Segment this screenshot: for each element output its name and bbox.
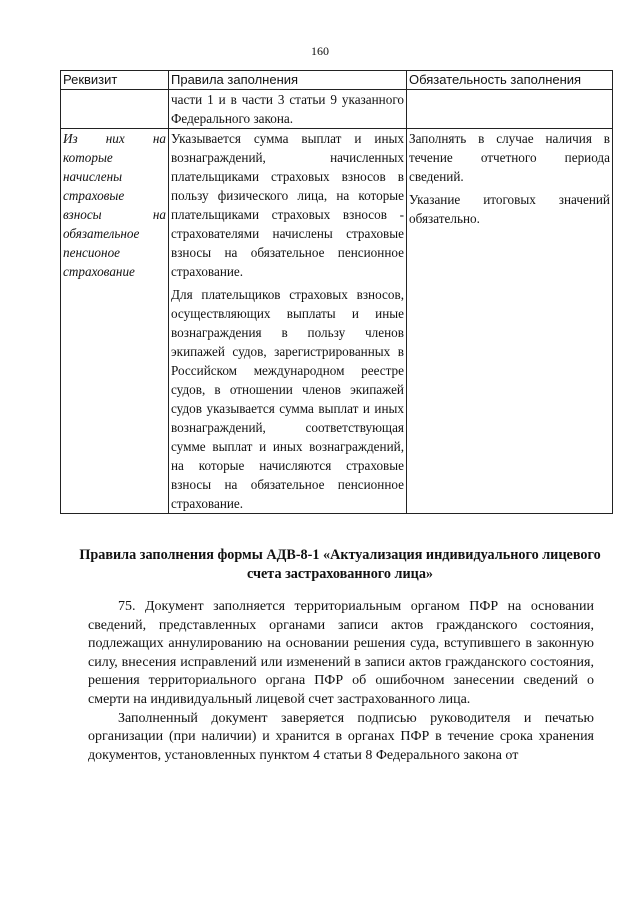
obligation-cell — [407, 129, 613, 514]
section-title: Правила заполнения формы АДВ-8-1 «Актуализация индивидуального лицевого счета застрахованного лица» — [79, 547, 601, 582]
body-paragraph: 75. Документ заполняется территориальным органом ПФР на основании сведений, представленных органами записи актов гражданского состояния, подлежащих аннулированию на основании решения суда, вступившего в законную силу, внесения исправлений или изменений в записи актов гражданского состояния, решения территориального органа ПФР об ошибочном занесении сведений о смерти на индивидуальный лицевой счет застрахованного лица. — [88, 599, 594, 707]
obligation-paragraph: Заполнять в случае наличия в течение отчетного периода сведений. — [409, 131, 610, 184]
requisite-cell — [61, 90, 169, 129]
table-row — [61, 90, 613, 129]
rule-paragraph: части 1 и в части 3 статьи 9 указанного Федерального закона. — [171, 92, 404, 126]
page-number: 160 — [311, 44, 329, 58]
body-paragraph: Заполненный документ заверяется подписью руководителя и печатью организации (при наличии) и хранится в органах ПФР в течение срока хранения документов, установленных пунктом 4 статьи 8 Федерального закона от — [88, 710, 594, 763]
rule-paragraph: Указывается сумма выплат и иных вознаграждений, начисленных плательщиками страховых взносов в пользу физического лица, на которые плательщиками страховых взносов - страхователями начислены страховые взносы на обязательное пенсионное страхование. — [171, 131, 404, 279]
rule-paragraph: Для плательщиков страховых взносов, осуществляющих выплаты и иные вознаграждения в пользу членов экипажей судов, зарегистрированных в Российском международном реестре судов, в отношении членов экипажей судов указывается сумма выплат и иных вознаграждений, соответствующая сумме выплат и иных вознаграждений, на которые начисляются страховые взносы на обязательное пенсионное страхование. — [171, 287, 404, 511]
rule-cell — [169, 129, 407, 514]
requisite-cell: Из них на которые начислены страховые взносы на обязательное пенсионое страхование — [61, 129, 169, 514]
table-header-row — [61, 71, 613, 90]
obligation-paragraph: Указание итоговых значений обязательно. — [409, 192, 610, 226]
rule-cell — [169, 90, 407, 129]
table-row — [61, 129, 613, 514]
obligation-cell — [407, 90, 613, 129]
header-requisite: Реквизит — [61, 71, 169, 90]
body-text — [88, 598, 594, 765]
header-rules: Правила заполнения — [169, 71, 407, 90]
header-obligation: Обязательность заполнения — [407, 71, 613, 90]
rules-table — [60, 70, 613, 514]
